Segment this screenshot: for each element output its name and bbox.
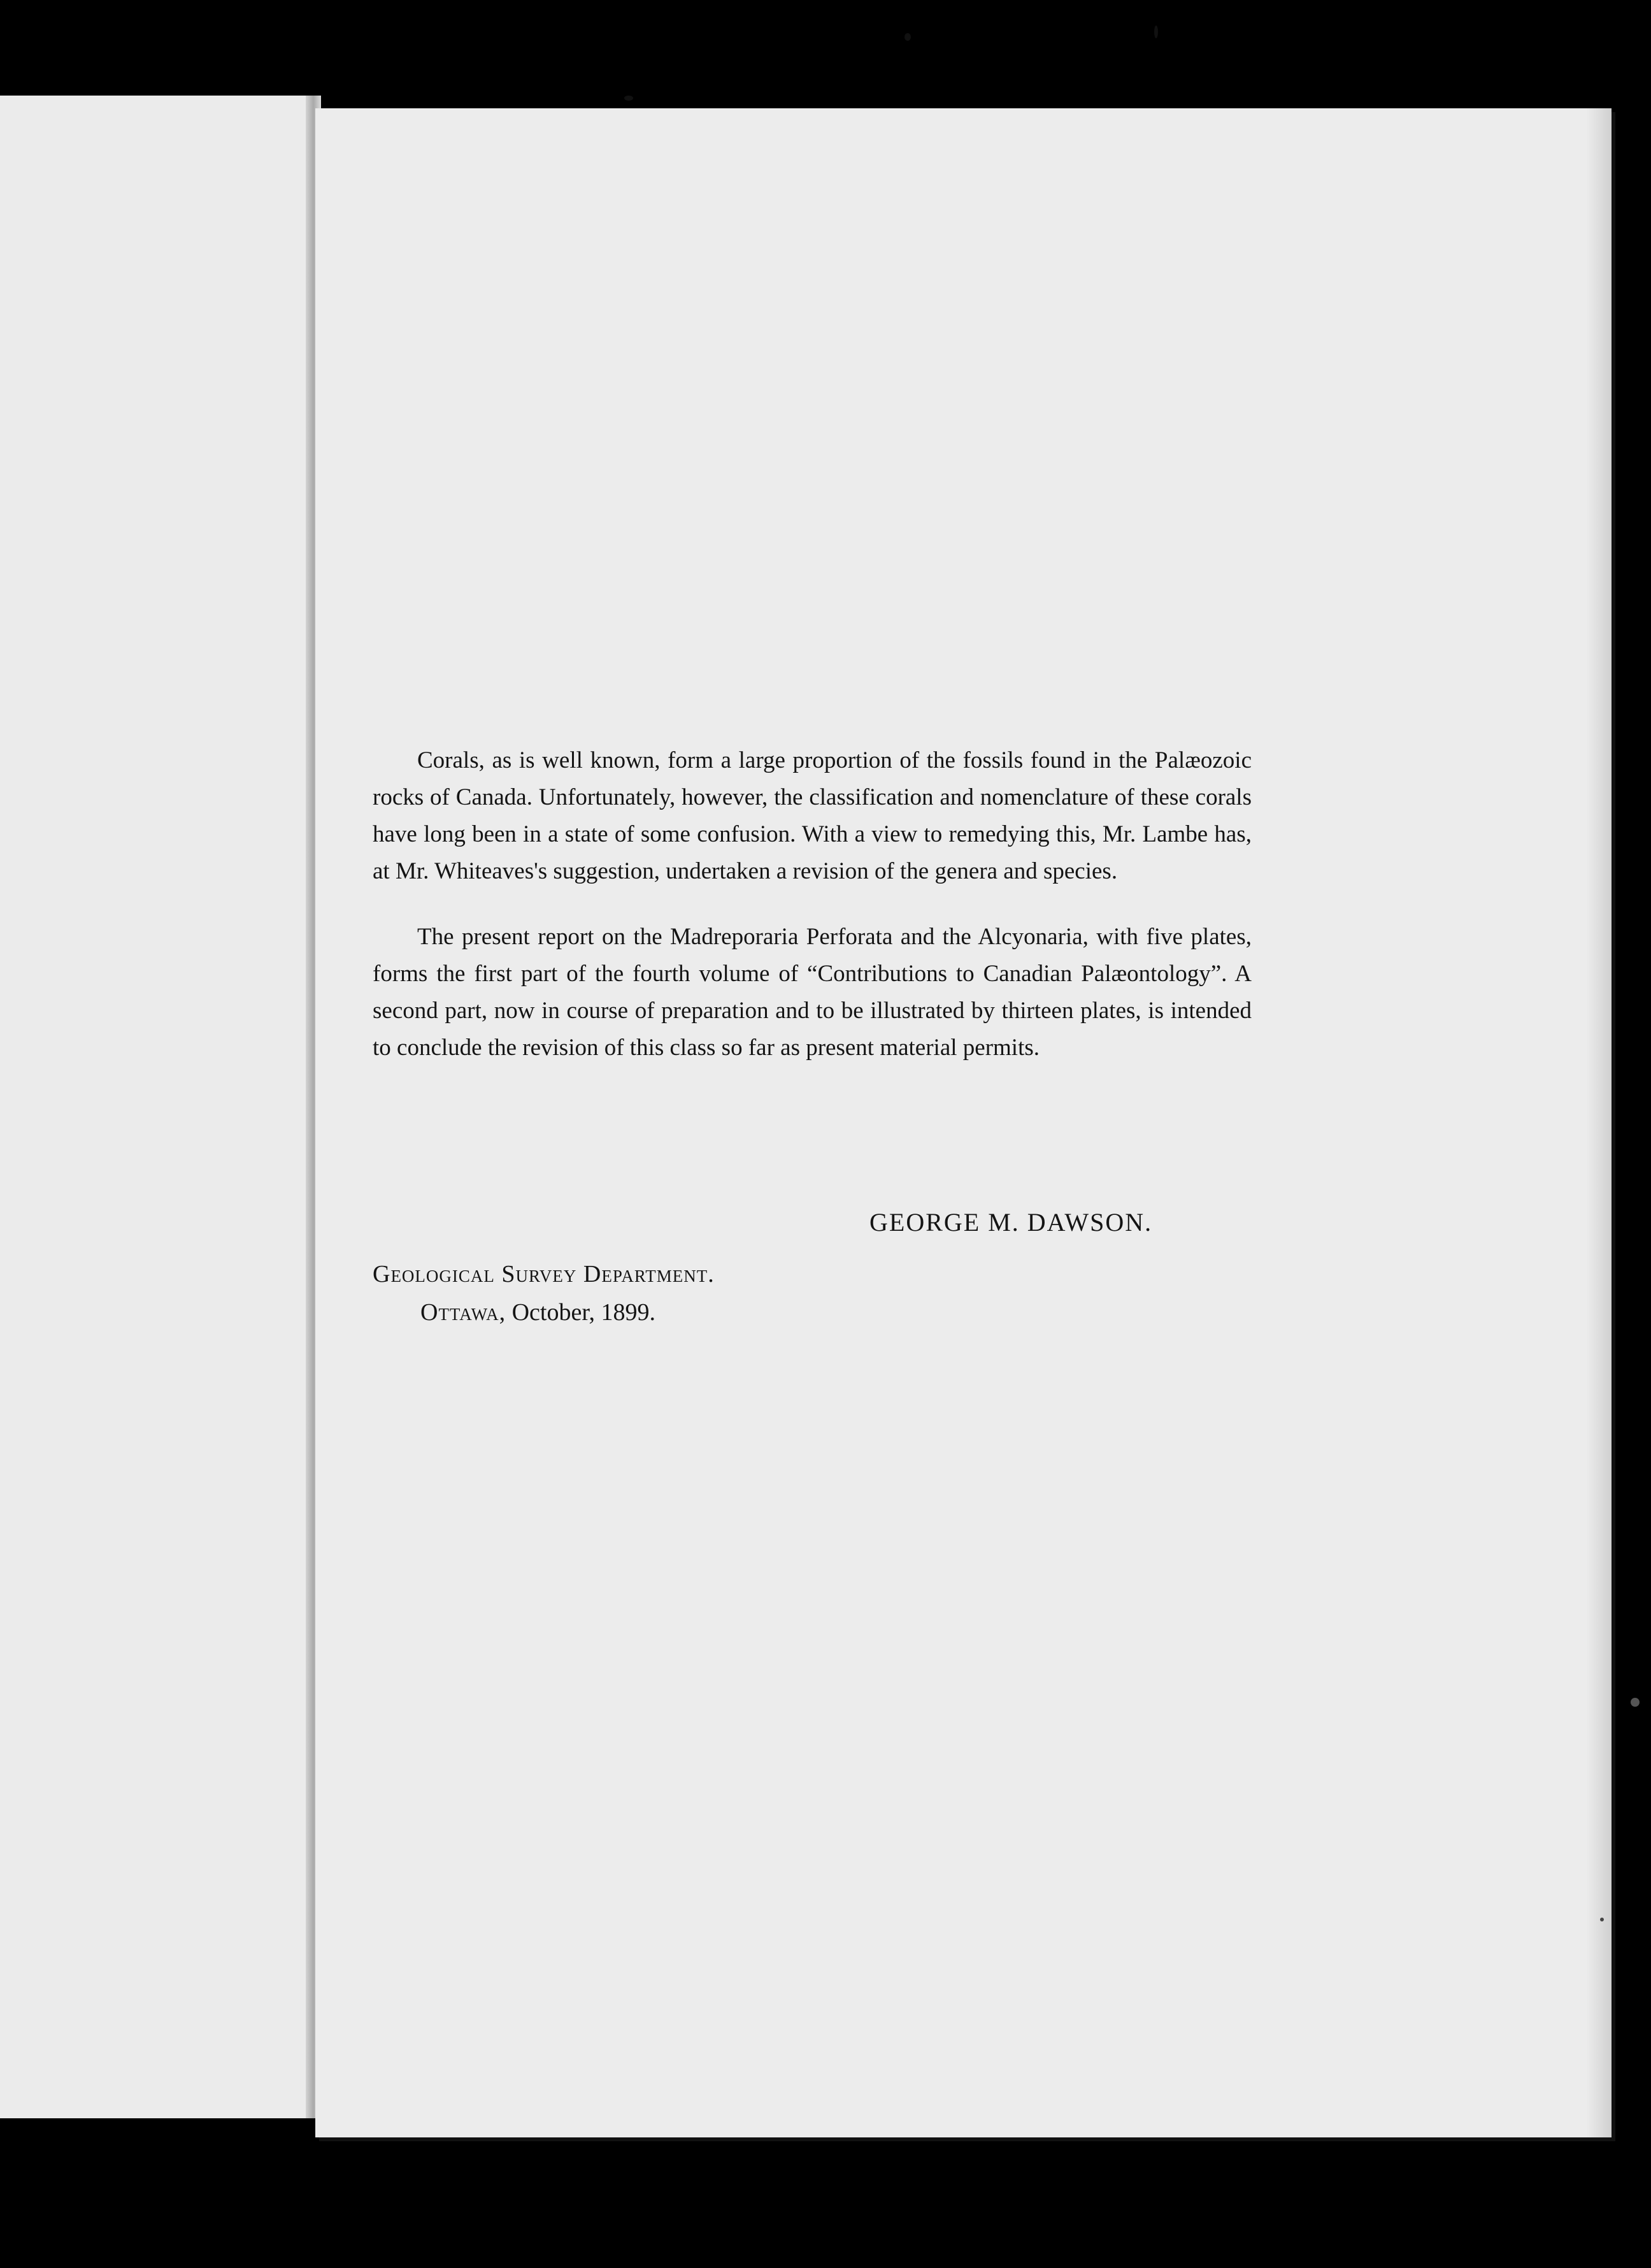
place: Ottawa, (420, 1299, 506, 1326)
facing-page-edge (0, 96, 318, 2118)
page (315, 108, 1612, 2137)
place-date-line (373, 1293, 715, 1331)
department-line (373, 1255, 715, 1293)
signature: GEORGE M. DAWSON. (869, 1208, 1153, 1237)
date: October, 1899. (511, 1299, 655, 1326)
page-edge-shade (1586, 108, 1612, 2137)
scan-speck (624, 96, 633, 101)
paragraph-1: Corals, as is well known, form a large proportion of the fossils found in the Palæozoic rocks of Canada. Unfortunately, however, the classification and nomenclature of these corals have long been in a state of some confusion. With a view to remedying this, Mr. Lambe has, at Mr. Whiteaves's suggestion, undertaken a revision of the genera and species. (373, 747, 1252, 884)
scan-speck (1600, 1918, 1604, 1921)
scan-speck (904, 33, 911, 41)
scan-speck (1154, 25, 1158, 38)
department: Geological Survey Department. (373, 1261, 715, 1288)
prefatory-note (373, 742, 1252, 1095)
scan-speck (1631, 1698, 1640, 1707)
paragraph-2: The present report on the Madreporaria Perforata and the Alcyonaria, with five plates, forms the first part of the fourth volume of “Contributions to Canadian Palæontology”. A second part, now in course of preparation and to be illustrated by thirteen plates, is intended to conclude the revision of this class so far as present material permits. (373, 924, 1252, 1061)
dateline (373, 1255, 715, 1331)
